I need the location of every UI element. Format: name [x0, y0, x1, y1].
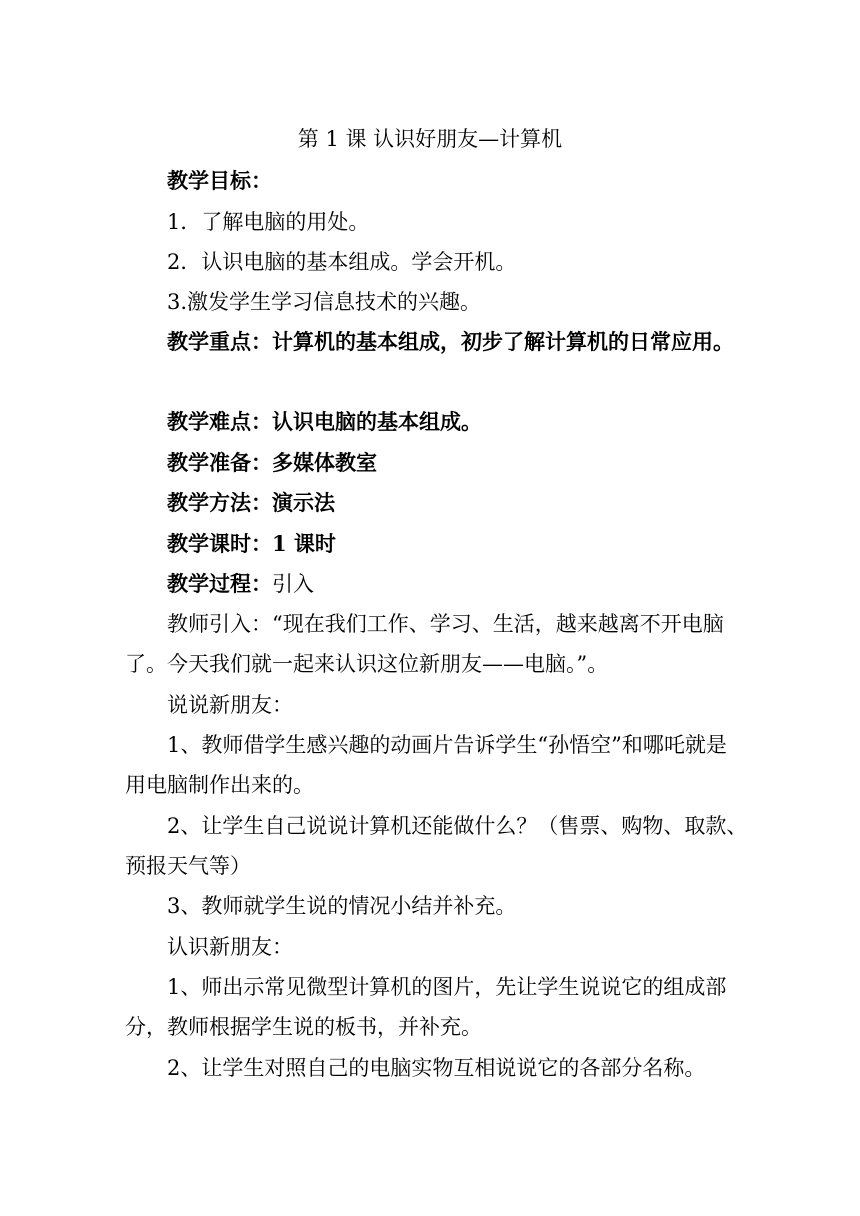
key-points: 教学重点：计算机的基本组成，初步了解计算机的日常应用。	[167, 329, 734, 354]
teaching-method: 教学方法：演示法	[167, 490, 335, 515]
know-heading: 认识新朋友：	[167, 935, 293, 959]
objective-item: 1．了解电脑的用处。	[167, 210, 370, 234]
talk-item-2-line-1: 2、让学生自己说说计算机还能做什么？（售票、购物、取款、	[167, 814, 748, 838]
talk-item-3: 3、教师就学生说的情况小结并补充。	[167, 894, 517, 918]
process-line	[167, 569, 314, 599]
talk-item-1-line-1: 1、教师借学生感兴趣的动画片告诉学生“孙悟空”和哪吒就是	[167, 733, 727, 757]
objective-item: 2．认识电脑的基本组成。学会开机。	[167, 250, 517, 274]
process-label: 教学过程：	[167, 571, 272, 596]
class-hours: 教学课时：1 课时	[167, 531, 336, 556]
difficulty: 教学难点：认识电脑的基本组成。	[167, 409, 482, 434]
know-item-1-line-1: 1、师出示常见微型计算机的图片，先让学生说说它的组成部	[167, 975, 727, 999]
objective-item: 3.激发学生学习信息技术的兴趣。	[167, 290, 482, 314]
process-value: 引入	[272, 572, 314, 596]
objectives-heading: 教学目标：	[167, 168, 272, 193]
talk-heading: 说说新朋友：	[167, 693, 293, 717]
talk-item-2-line-2: 预报天气等）	[125, 854, 251, 878]
intro-line-1: 教师引入：“现在我们工作、学习、生活，越来越离不开电脑	[167, 612, 724, 636]
lesson-title: 第 1 课 认识好朋友—计算机	[297, 127, 563, 151]
know-item-2: 2、让学生对照自己的电脑实物互相说说它的各部分名称。	[167, 1056, 706, 1080]
talk-item-1-line-2: 用电脑制作出来的。	[125, 773, 314, 797]
know-item-1-line-2: 分，教师根据学生说的板书，并补充。	[125, 1015, 482, 1039]
preparation: 教学准备：多媒体教室	[167, 450, 377, 475]
intro-line-2: 了。今天我们就一起来认识这位新朋友——电脑。”。	[125, 652, 609, 676]
